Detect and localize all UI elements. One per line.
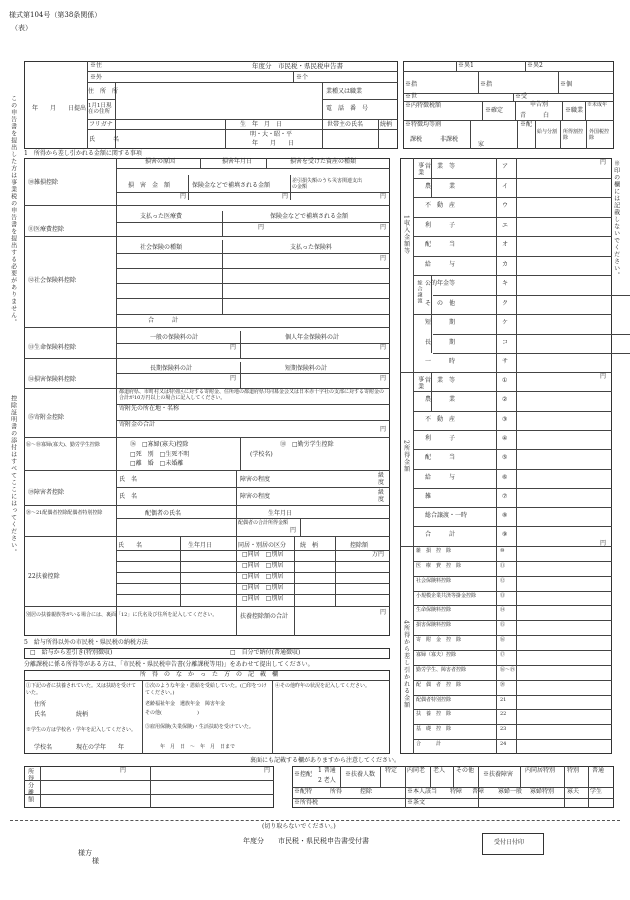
income2-code: ⑧ <box>502 512 508 520</box>
ko2-code: ※個 <box>560 81 573 88</box>
kojo-num: ⑯〜⑲ <box>500 666 516 673</box>
income-code: ウ <box>502 202 509 209</box>
row-line <box>413 236 612 237</box>
kojo-num: 21 <box>500 696 507 703</box>
row-line <box>413 275 612 276</box>
zasson-label: ⑩雑損控除 <box>28 179 59 186</box>
shotoku-label: 所得分離額 <box>26 768 34 803</box>
kojo-num: ⑭ <box>500 607 506 614</box>
row-line <box>433 353 630 354</box>
q4: ④その他昨年の状況を記入してください。 <box>275 683 371 689</box>
kojo-item: 小規模企業共済等掛金控除 <box>416 592 477 599</box>
q3-period: 年 月 日 〜 年 月 日まで <box>160 744 236 750</box>
kifu-total: 寄附金の合計 <box>119 421 156 428</box>
shotoku-box <box>24 766 274 808</box>
income-code: カ <box>502 260 509 268</box>
household-label: 世帯主の氏名 <box>327 121 364 128</box>
row-line <box>413 449 612 450</box>
left-note-2: 控除証明書の添付はすべてここにはってください。 <box>9 395 17 556</box>
deduction-header: 1 所得から差し引かれる金額に関する事項 <box>24 150 142 157</box>
jumin-code: ※住 <box>90 62 103 69</box>
income-label-choki: 長 期 <box>425 338 456 346</box>
income2-label-haito: 配 当 <box>425 454 456 462</box>
jigyo-label-2: 事業 <box>416 376 424 390</box>
shakai-paid: 支払った保険料 <box>290 244 333 251</box>
kojo-item: 配 偶 者 控 除 <box>416 681 462 688</box>
row-line <box>413 650 612 651</box>
shiro-label: 白 <box>543 112 550 119</box>
shogai-grade: 級度 <box>378 489 385 503</box>
row-line <box>413 561 612 562</box>
kojo-section: 4所得から差し引かれる金額 <box>402 620 410 709</box>
q2-pension: 老齢福祉年金 遺族年金 障害年金 <box>145 701 226 707</box>
tel-label: 電 話 番 号 <box>326 105 369 112</box>
sama: 様 <box>92 857 99 865</box>
income2-code: ⑦ <box>502 492 508 500</box>
kifu-label: ⑮寄附金控除 <box>28 414 65 421</box>
shortterm-premium: 短期保険料の計 <box>285 365 328 372</box>
fuyo-zokugara-header: 続 柄 <box>300 542 319 549</box>
shogai-name: 氏 名 <box>119 493 138 500</box>
income2-code: ④ <box>502 434 508 442</box>
tokutei: 特定 <box>385 767 398 774</box>
kojo-num: ⑮ <box>500 622 506 629</box>
income-label-tanki: 短 期 <box>425 319 456 326</box>
kafu-label: ⑯〜⑱寡婦(寡夫)、勤労学生控除 <box>26 442 100 448</box>
disaster-expense: 差引損失額のうち災害関連支出の金額 <box>292 178 363 190</box>
fuyo-dokyo-header: 同居・別居の区分 <box>238 542 287 549</box>
fuyo-name-header: 氏 名 <box>118 542 143 549</box>
side-label: （表） <box>11 24 32 32</box>
row-line <box>413 591 612 592</box>
income2-code: ⑨ <box>502 531 508 539</box>
row-line <box>413 635 612 636</box>
section5-title: 5 給与所得以外の市民税・県民税の納税方法 <box>24 639 148 646</box>
kafu-tokubetsu: 寡婦特別 <box>530 788 555 795</box>
tokubetsu: 特別 <box>567 767 580 774</box>
fuyo-su: ※扶養人数 <box>345 771 376 778</box>
q1-student: ※学生の方は学校名・学年を記入してください。 <box>26 727 137 733</box>
dokyo-option[interactable]: □同居 □別居 <box>242 573 284 580</box>
haigu-birth: 生年月日 <box>268 510 293 517</box>
income-label-eigyo: 営 業 等 <box>425 163 456 170</box>
kojo-num: 23 <box>500 726 507 733</box>
kojo-num: ⑪ <box>500 562 506 569</box>
jan1-address: 1月1日現在の住所 <box>88 103 112 116</box>
row-line <box>433 334 630 335</box>
dokyo-option[interactable]: □同居 □別居 <box>242 562 284 569</box>
row-line <box>413 314 612 315</box>
income2-code: ③ <box>502 415 508 423</box>
kojo-item: 損害保険料控除 <box>416 622 452 629</box>
kojo-item: 医 療 費 控 除 <box>416 562 462 569</box>
row-line <box>413 430 612 431</box>
row-line <box>413 411 612 412</box>
income-code: サ <box>502 358 509 365</box>
yen: 円 <box>380 426 387 433</box>
sogo-label: 総合譲渡 <box>416 280 423 304</box>
juryo-code: ※受 <box>515 93 528 100</box>
row-line <box>413 488 612 489</box>
left-note: この申告書を提出した方は事業税の申告書を提出する必要がありません。 <box>9 95 17 326</box>
kojo-item: 合 計 <box>416 741 442 748</box>
haigyo-code: ※配 <box>520 121 533 128</box>
income-label-kyuyo: 給 与 <box>425 260 456 268</box>
haitoku: ※配特 <box>294 788 313 795</box>
row-line <box>413 620 612 621</box>
right-note: ※印の欄には記載しないでください。 <box>612 160 620 279</box>
dokyo-option[interactable]: □同居 □別居 <box>242 595 284 602</box>
kojo-item: 基 礎 控 除 <box>416 726 452 733</box>
kojo-num: ⑫ <box>500 577 506 584</box>
shotoku2: 所得 <box>330 788 343 795</box>
kojo-num: ⑩ <box>500 548 505 554</box>
kojo-num: ⑬ <box>500 592 506 599</box>
damage-insurance: 保険金などで補填される金額 <box>192 182 271 189</box>
income2-code: ① <box>502 377 508 384</box>
row-line <box>413 576 612 577</box>
naiwake: 内同老 <box>407 767 426 774</box>
row-line <box>413 256 612 257</box>
kojo-item: 寡婦（寡夫）控除 <box>416 652 457 658</box>
manen: 万円 <box>372 551 385 558</box>
name-label: 氏 名 <box>89 136 120 143</box>
paid-medical: 支払った医療費 <box>140 213 183 220</box>
kojo-num: ⑯ <box>500 637 506 644</box>
income2-code: ② <box>502 396 508 404</box>
income2-label-zatsu: 雑 <box>425 492 432 500</box>
section5-note: 分離課税に係る所得等がある方は、「市民税・県民税申告書(分離課税等用)」をあわせて提出してください。 <box>24 661 314 668</box>
kojo-item: 社会保険料控除 <box>416 577 452 584</box>
naiwake-tokubetsu: 内同居特別 <box>525 767 556 774</box>
tokubetsu-option[interactable]: □ 給与から差引き(特別徴収) <box>30 649 113 656</box>
jobun: ※条文 <box>407 799 426 806</box>
kafu-ippan: 寡婦一般 <box>498 788 523 795</box>
ie-label: 家 <box>478 141 485 148</box>
hikazei-label: 非課税 <box>440 136 459 143</box>
income-label-fudosan: 不 動 産 <box>425 202 456 209</box>
income-code: コ <box>502 338 509 346</box>
header-title: 年度分 市民税・県民税申告書 <box>252 62 343 70</box>
row-line <box>431 275 432 353</box>
cut-note: (切り取らないでください。) <box>262 823 336 830</box>
kazei-label: 課税 <box>410 136 423 143</box>
yen: 円 <box>230 375 237 382</box>
kojo-item: 雑 損 控 除 <box>416 548 452 554</box>
kojo-item: 寄 附 金 控 除 <box>416 637 462 644</box>
rikon-option[interactable]: □離 婚 □未婚離 <box>130 460 184 467</box>
shogai-name: 氏 名 <box>119 476 138 483</box>
sonota: その他 <box>456 767 475 774</box>
fuyo-amount-header: 控除額 <box>350 542 369 549</box>
yen: 円 <box>120 767 127 774</box>
kojo-item: 扶 養 控 除 <box>416 711 452 718</box>
row-line <box>431 158 432 197</box>
kifu-dest: 寄附先の所在地・名称 <box>119 405 180 412</box>
kojo-num: ⑰ <box>500 652 506 658</box>
income-label-rishi: 利 子 <box>425 221 456 229</box>
kojo-num: ⑳ <box>500 681 506 688</box>
gakusei: 学生 <box>590 788 603 795</box>
row-line <box>413 197 612 198</box>
q1: ①下記の者に扶養されていた。又は扶助を受けていた。 <box>26 683 137 696</box>
row-line <box>413 469 612 470</box>
tokuchou-code: ※特徴均等割 <box>405 121 442 128</box>
shi2-code: ※指 <box>480 81 493 88</box>
kafu-option[interactable]: ⑯ □寡婦(寡夫)控除 <box>130 441 189 448</box>
row-line <box>431 372 432 411</box>
era-label: 明・大・昭・平 <box>250 131 293 138</box>
pension-premium: 個人年金保険料の計 <box>285 334 340 341</box>
income-label-ichiji: 一 時 <box>425 358 456 365</box>
iryo-label: ⑪医療費控除 <box>28 226 65 233</box>
tokusho: 特障 <box>450 788 463 795</box>
yen: 円 <box>380 193 387 200</box>
ijo2-code: ※異2 <box>527 62 543 69</box>
kojo-item: 生命保険料控除 <box>416 607 452 614</box>
cut-line <box>10 820 620 821</box>
misei-code: ※未成年 <box>587 102 608 108</box>
kyuyo-bunkatsu: 給与分割 <box>537 129 558 135</box>
yen: 円 <box>258 224 265 231</box>
shibetsu-option[interactable]: □死 別 □生死不明 <box>130 451 190 458</box>
futsu3: 普通 <box>592 767 605 774</box>
yen: 円 <box>600 540 607 547</box>
songai-label: ⑭損害保険料控除 <box>28 376 77 383</box>
kojo: 控除 <box>360 788 373 795</box>
row-line <box>413 739 612 740</box>
shinkoku-label: 申告別 <box>530 101 549 108</box>
q2-other: その他( ) <box>145 710 199 716</box>
address-label: 住 所 所 <box>88 88 119 95</box>
compensated: 保険金などで補填される金額 <box>270 213 349 220</box>
yen: 円 <box>180 193 187 200</box>
roujin2: 老人 <box>433 767 446 774</box>
income2-label-sogo_ichiji: 総合譲渡・一時 <box>425 512 468 520</box>
birth-label: 生 年 月 日 <box>240 121 283 128</box>
yen: 円 <box>230 344 237 351</box>
hisaigai: ※控配 <box>294 771 313 778</box>
q1-school: 学校名 現在の学年 年 <box>34 744 125 751</box>
row-line <box>413 665 612 666</box>
naifuku-code: ※内特徴税額 <box>405 102 442 109</box>
income-label-sonota: そ の 他 <box>425 299 456 307</box>
yen: 円 <box>380 344 387 351</box>
income2-code: ⑤ <box>502 454 508 462</box>
futsuu: 1 普通 <box>318 767 336 774</box>
shogai-level: 障害の程度 <box>240 476 271 483</box>
yen: 円 <box>380 375 387 382</box>
fuyo-total: 扶養控除額の合計 <box>240 613 289 620</box>
kojo-item: 勤労学生、障害者控除 <box>416 666 467 673</box>
sama-kata: 様方 <box>78 849 92 857</box>
ijo1-code: ※異1 <box>458 62 474 69</box>
shogai-label: ⑲障害者控除 <box>28 489 65 496</box>
yen: 円 <box>600 373 607 380</box>
sei-code: ※世 <box>405 93 418 100</box>
furigana-label: フリガナ <box>89 121 113 128</box>
row-line <box>413 605 612 606</box>
shotoku-kojo: 所得割控除 <box>563 129 584 141</box>
receipt-date: 年 月 日提出 <box>32 105 87 112</box>
general-premium: 一般の保険料の計 <box>150 334 199 341</box>
damage-amount: 損 害 金 額 <box>128 182 171 189</box>
damage-date: 損害年月日 <box>222 158 253 165</box>
damage-type: 損害を受けた資産の種類 <box>290 158 357 165</box>
q1-name: 氏名 続柄 <box>34 711 89 718</box>
fuyo-note: 別居の扶養親族等がいる場合には、裏面「12」に氏名及び住所を記入してください。 <box>26 612 218 618</box>
honnin: ※本人該当 <box>407 788 438 795</box>
q1-address: 住所 <box>34 701 47 708</box>
shogai-level: 障害の程度 <box>240 493 271 500</box>
form-id: 様式第104号（第38条関係） <box>9 11 102 19</box>
haigu-income: 配偶者の合計所得金額 <box>238 520 289 526</box>
row-line <box>413 680 612 681</box>
dokyo-option[interactable]: □同居 □別居 <box>242 584 284 591</box>
dokyo-option[interactable]: □同居 □別居 <box>242 551 284 558</box>
fusho: 普障 <box>472 788 485 795</box>
yen: 円 <box>264 767 271 774</box>
haigu-name: 配偶者の氏名 <box>145 510 182 517</box>
q2: ②次のような年金・恩給を受給していた。(□印をつけてください。) <box>145 683 267 696</box>
shakai-total: 合 計 <box>148 317 179 324</box>
seimei-label: ⑬生命保険料控除 <box>28 344 77 351</box>
job-label: 業種又は職業 <box>326 88 363 95</box>
kinro-option[interactable]: ⑱ □勤労学生控除 <box>280 441 334 448</box>
kifu-note: 都道府県、市町村又は特別区に対する寄附金、住所地の都道府県共同募金会又は日本赤十字社の支部に対する寄附金の合計が10万円以上の場合に記入してください。 <box>119 389 385 401</box>
yen: 円 <box>290 527 297 534</box>
yen: 円 <box>380 255 387 262</box>
kojo-item: 配偶者特別控除 <box>416 696 452 703</box>
yen: 円 <box>600 159 607 166</box>
income2-label-nogyo: 農 業 <box>425 396 456 404</box>
income2-label-eigyo: 営 業 等 <box>425 377 456 384</box>
kojo-num: 24 <box>500 741 507 748</box>
income-label-koteki: 公的年金等 <box>425 280 456 287</box>
kafu3: 寡夫 <box>567 788 580 795</box>
income-code: ケ <box>502 319 509 326</box>
haigu-label: ⑳〜21配偶者控除配偶者特別控除 <box>26 510 103 516</box>
relation-label: 続柄 <box>380 121 393 128</box>
income-code: ア <box>502 163 509 170</box>
yen: 円 <box>380 609 387 616</box>
gaikoku-code: 外国税控除 <box>589 129 610 141</box>
fuyo-label: 22扶養控除 <box>28 573 60 580</box>
q3: ③雇用保険(失業保険)・生活扶助を受けていた。 <box>145 724 254 730</box>
longterm-premium: 長期保険料の計 <box>150 365 193 372</box>
stamp-label: 受付日付印 <box>494 839 525 846</box>
income-code: ク <box>502 299 509 307</box>
income2-label-rishi: 利 子 <box>425 434 456 442</box>
ymd-label: 年 月 日 <box>252 140 295 147</box>
row-line <box>413 709 612 710</box>
section-line <box>400 546 612 547</box>
yen: 円 <box>380 224 387 231</box>
row-line <box>413 526 612 527</box>
income-code: イ <box>502 182 509 190</box>
ao-label: 青 <box>520 112 527 119</box>
kakutei-code: ※確定 <box>485 107 504 114</box>
shokugyo-code: ※職業 <box>565 107 584 114</box>
row-line <box>413 724 612 725</box>
rojin: 2 老人 <box>318 777 336 784</box>
gai-code: ※外 <box>90 74 103 81</box>
row-line <box>433 295 630 296</box>
row-line <box>413 391 612 392</box>
shogai-grade: 級度 <box>378 472 385 486</box>
noincome-title: 所 得 の な か っ た 方 の 記 載 欄 <box>140 671 279 678</box>
futsu-option[interactable]: □ 自分で納付(普通徴収) <box>230 649 301 656</box>
income-code: エ <box>502 221 509 229</box>
income2-label-goukei: 合 計 <box>425 531 456 539</box>
fuyo-birth-header: 生年月日 <box>188 542 213 549</box>
damage-cause: 損害の原因 <box>145 158 176 165</box>
income2-code: ⑥ <box>502 473 508 481</box>
row-line <box>413 695 612 696</box>
row-line <box>413 178 612 179</box>
shi1-code: ※指 <box>405 81 418 88</box>
income-section-2: 2所得金額 <box>402 440 410 473</box>
kojo-num: 22 <box>500 711 507 718</box>
receipt-title: 年度分 市民税・県民税申告書受付書 <box>243 837 369 845</box>
ko-code: ※个 <box>296 74 309 81</box>
shakai-type: 社会保険の種類 <box>140 244 183 251</box>
income2-label-kyuyo: 給 与 <box>425 473 456 481</box>
income-code: キ <box>502 280 509 287</box>
income-label-haito: 配 当 <box>425 241 456 248</box>
shotokuzei: ※所得税 <box>294 799 319 806</box>
income-section-1: 1収入金額等 <box>402 215 410 255</box>
school-name: (学校名) <box>250 451 273 458</box>
fuyo-shogai: ※扶養障害 <box>483 771 514 778</box>
back-note: 裏面にも記載する欄がありますから注意してください。 <box>250 757 401 764</box>
income-label-nogyo: 農 業 <box>425 182 456 190</box>
jigyo-label: 事業 <box>416 162 424 176</box>
row-line <box>413 507 612 508</box>
yen: 円 <box>282 193 289 200</box>
row-line <box>413 217 612 218</box>
income-code: オ <box>502 241 509 248</box>
income2-label-fudosan: 不 動 産 <box>425 415 456 423</box>
shakai-label: ⑫社会保険料控除 <box>28 277 77 284</box>
